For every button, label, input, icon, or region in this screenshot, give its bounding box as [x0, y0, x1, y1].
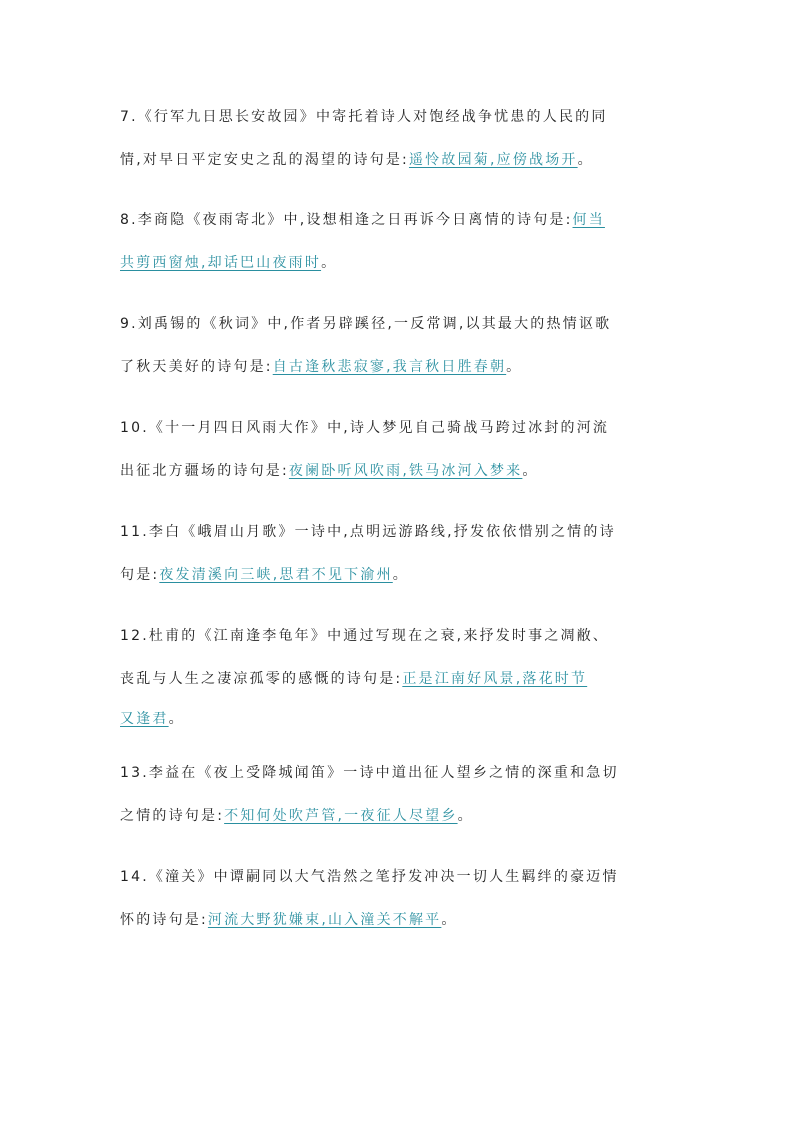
question-14-answer: 河流大野犹嫌束,山入潼关不解平	[207, 912, 442, 928]
question-7-line-2	[120, 150, 594, 170]
question-9-line-2	[120, 357, 522, 377]
question-8-line-1	[120, 210, 605, 230]
question-9-answer: 自古逢秋悲寂寥,我言秋日胜春朝	[272, 359, 507, 375]
question-13-line-2	[120, 806, 474, 826]
question-10-text: 10.《十一月四日风雨大作》中,诗人梦见自己骑战马跨过冰封的河流	[120, 420, 610, 436]
question-12-answer-part-2: 又逢君	[120, 711, 169, 727]
period: 。	[457, 808, 474, 824]
question-14-line-1	[120, 867, 619, 887]
question-14-text-cont: 怀的诗句是:	[120, 912, 208, 928]
period: 。	[168, 711, 185, 727]
question-12-line-1	[120, 626, 609, 646]
question-10-text-cont: 出征北方疆场的诗句是:	[120, 463, 289, 479]
question-12-answer-part-1: 正是江南好风景,落花时节	[402, 671, 588, 687]
question-11-line-1	[120, 522, 616, 542]
question-11-text-cont: 句是:	[120, 567, 160, 583]
question-10-answer: 夜阑卧听风吹雨,铁马冰河入梦来	[288, 463, 523, 479]
period: 。	[577, 152, 594, 168]
question-10-line-2	[120, 461, 539, 481]
question-14-line-2	[120, 910, 458, 930]
question-9-line-1	[120, 314, 611, 334]
question-13-answer: 不知何处吹芦管,一夜征人尽望乡	[224, 808, 458, 824]
period: 。	[441, 912, 458, 928]
question-13-text-cont: 之情的诗句是:	[120, 808, 225, 824]
question-7-line-1	[120, 107, 608, 127]
question-13-text: 13.李益在《夜上受降城闻笛》一诗中道出征人望乡之情的深重和急切	[120, 765, 619, 781]
question-11-line-2	[120, 565, 409, 585]
question-7-text: 7.《行军九日思长安故园》中寄托着诗人对饱经战争忧患的人民的同	[120, 109, 608, 125]
question-8-answer-part-2: 共剪西窗烛,却话巴山夜雨时	[120, 255, 322, 271]
question-14-text: 14.《潼关》中谭嗣同以大气浩然之笔抒发冲决一切人生羁绊的豪迈情	[120, 869, 619, 885]
period: 。	[392, 567, 409, 583]
question-11-answer: 夜发清溪向三峡,思君不见下渝州	[159, 567, 393, 583]
question-10-line-1	[120, 418, 609, 438]
question-9-text-cont: 了秋天美好的诗句是:	[120, 359, 273, 375]
question-13-line-1	[120, 763, 619, 783]
period: 。	[321, 255, 338, 271]
question-12-line-3	[120, 709, 185, 729]
question-7-text-cont: 情,对早日平定安史之乱的渴望的诗句是:	[120, 152, 409, 168]
question-8-line-2	[120, 253, 337, 273]
period: 。	[522, 463, 539, 479]
question-12-text-cont: 丧乱与人生之凄凉孤零的感慨的诗句是:	[120, 671, 403, 687]
period: 。	[506, 359, 523, 375]
question-9-text: 9.刘禹锡的《秋词》中,作者另辟蹊径,一反常调,以其最大的热情讴歌	[120, 316, 612, 332]
question-12-line-2	[120, 669, 587, 689]
question-12-text: 12.杜甫的《江南逢李龟年》中通过写现在之衰,来抒发时事之凋敝、	[120, 628, 610, 644]
question-8-answer-part-1: 何当	[572, 212, 605, 228]
question-11-text: 11.李白《峨眉山月歌》一诗中,点明远游路线,抒发依依惜别之情的诗	[120, 524, 616, 540]
question-8-text: 8.李商隐《夜雨寄北》中,设想相逢之日再诉今日离情的诗句是:	[120, 212, 573, 228]
question-7-answer: 遥怜故园菊,应傍战场开	[408, 152, 578, 168]
